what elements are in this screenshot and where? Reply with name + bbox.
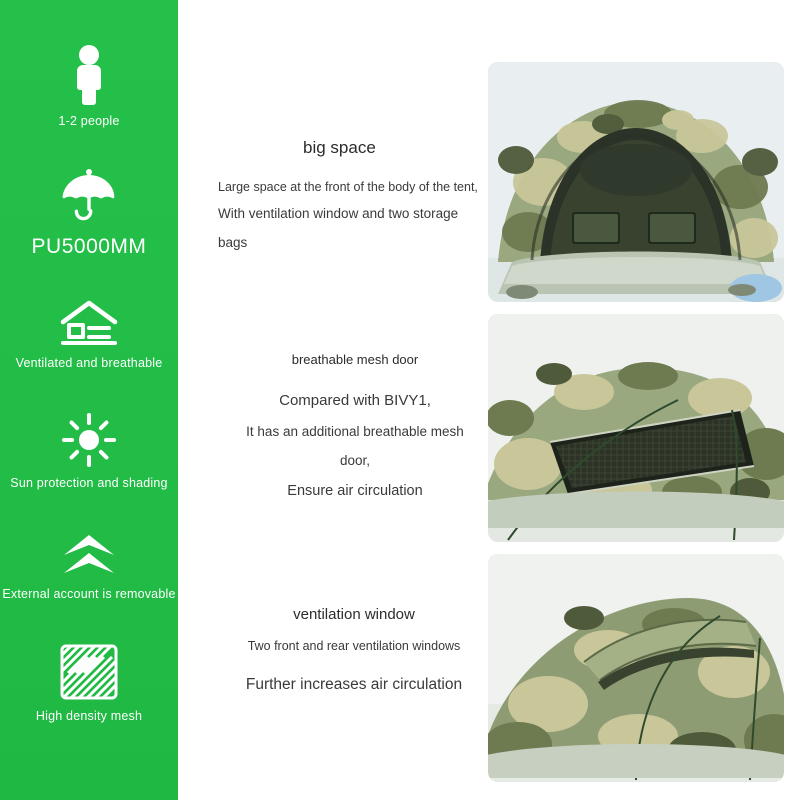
feature-item-high-density-mesh — [0, 643, 178, 725]
feature-item-removable-fly — [0, 531, 178, 603]
section-2-heading: breathable mesh door — [291, 352, 419, 367]
feature-item-ventilated — [0, 298, 178, 372]
section-3-line-2: Further increases air circulation — [245, 676, 463, 694]
feature-label: High density mesh — [35, 708, 143, 723]
ventilated-house-icon — [57, 298, 121, 348]
person-icon — [69, 44, 109, 106]
umbrella-rain-icon — [58, 168, 120, 226]
feature-label: Sun protection and shading — [10, 475, 168, 490]
section-2-line-1: Compared with BIVY1, — [279, 391, 431, 409]
section-2-line-3: Ensure air circulation — [287, 482, 423, 499]
feature-label: Ventilated and breathable — [15, 355, 163, 370]
section-2-line-2: It has an additional breathable mesh door, — [246, 423, 464, 469]
photo-ventilation-window — [488, 554, 784, 782]
chevron-up-double-icon — [58, 531, 120, 579]
photo-tent-interior — [488, 62, 784, 302]
feature-item-people — [0, 44, 178, 130]
sun-icon — [61, 412, 117, 468]
feature-label: PU5000MM — [31, 234, 147, 258]
section-1-copy — [218, 138, 478, 257]
feature-item-waterproof — [0, 168, 178, 260]
feature-label: External account is removable — [2, 587, 176, 602]
section-2-copy — [230, 350, 480, 508]
section-1-heading: big space — [303, 138, 376, 157]
section-1-line-2: With ventilation window and two storage bags — [218, 206, 459, 250]
photo-mesh-door — [488, 314, 784, 542]
section-1-line-1: Large space at the front of the body of the tent, — [218, 180, 478, 194]
feature-label: 1-2 people — [58, 114, 120, 128]
feature-rail — [0, 0, 178, 800]
section-3-heading: ventilation window — [293, 606, 415, 623]
section-3-line-1: Two front and rear ventilation windows — [247, 638, 461, 653]
mesh-hatch-icon — [58, 643, 120, 701]
feature-item-sun-protection — [0, 412, 178, 492]
section-3-copy — [228, 604, 480, 702]
